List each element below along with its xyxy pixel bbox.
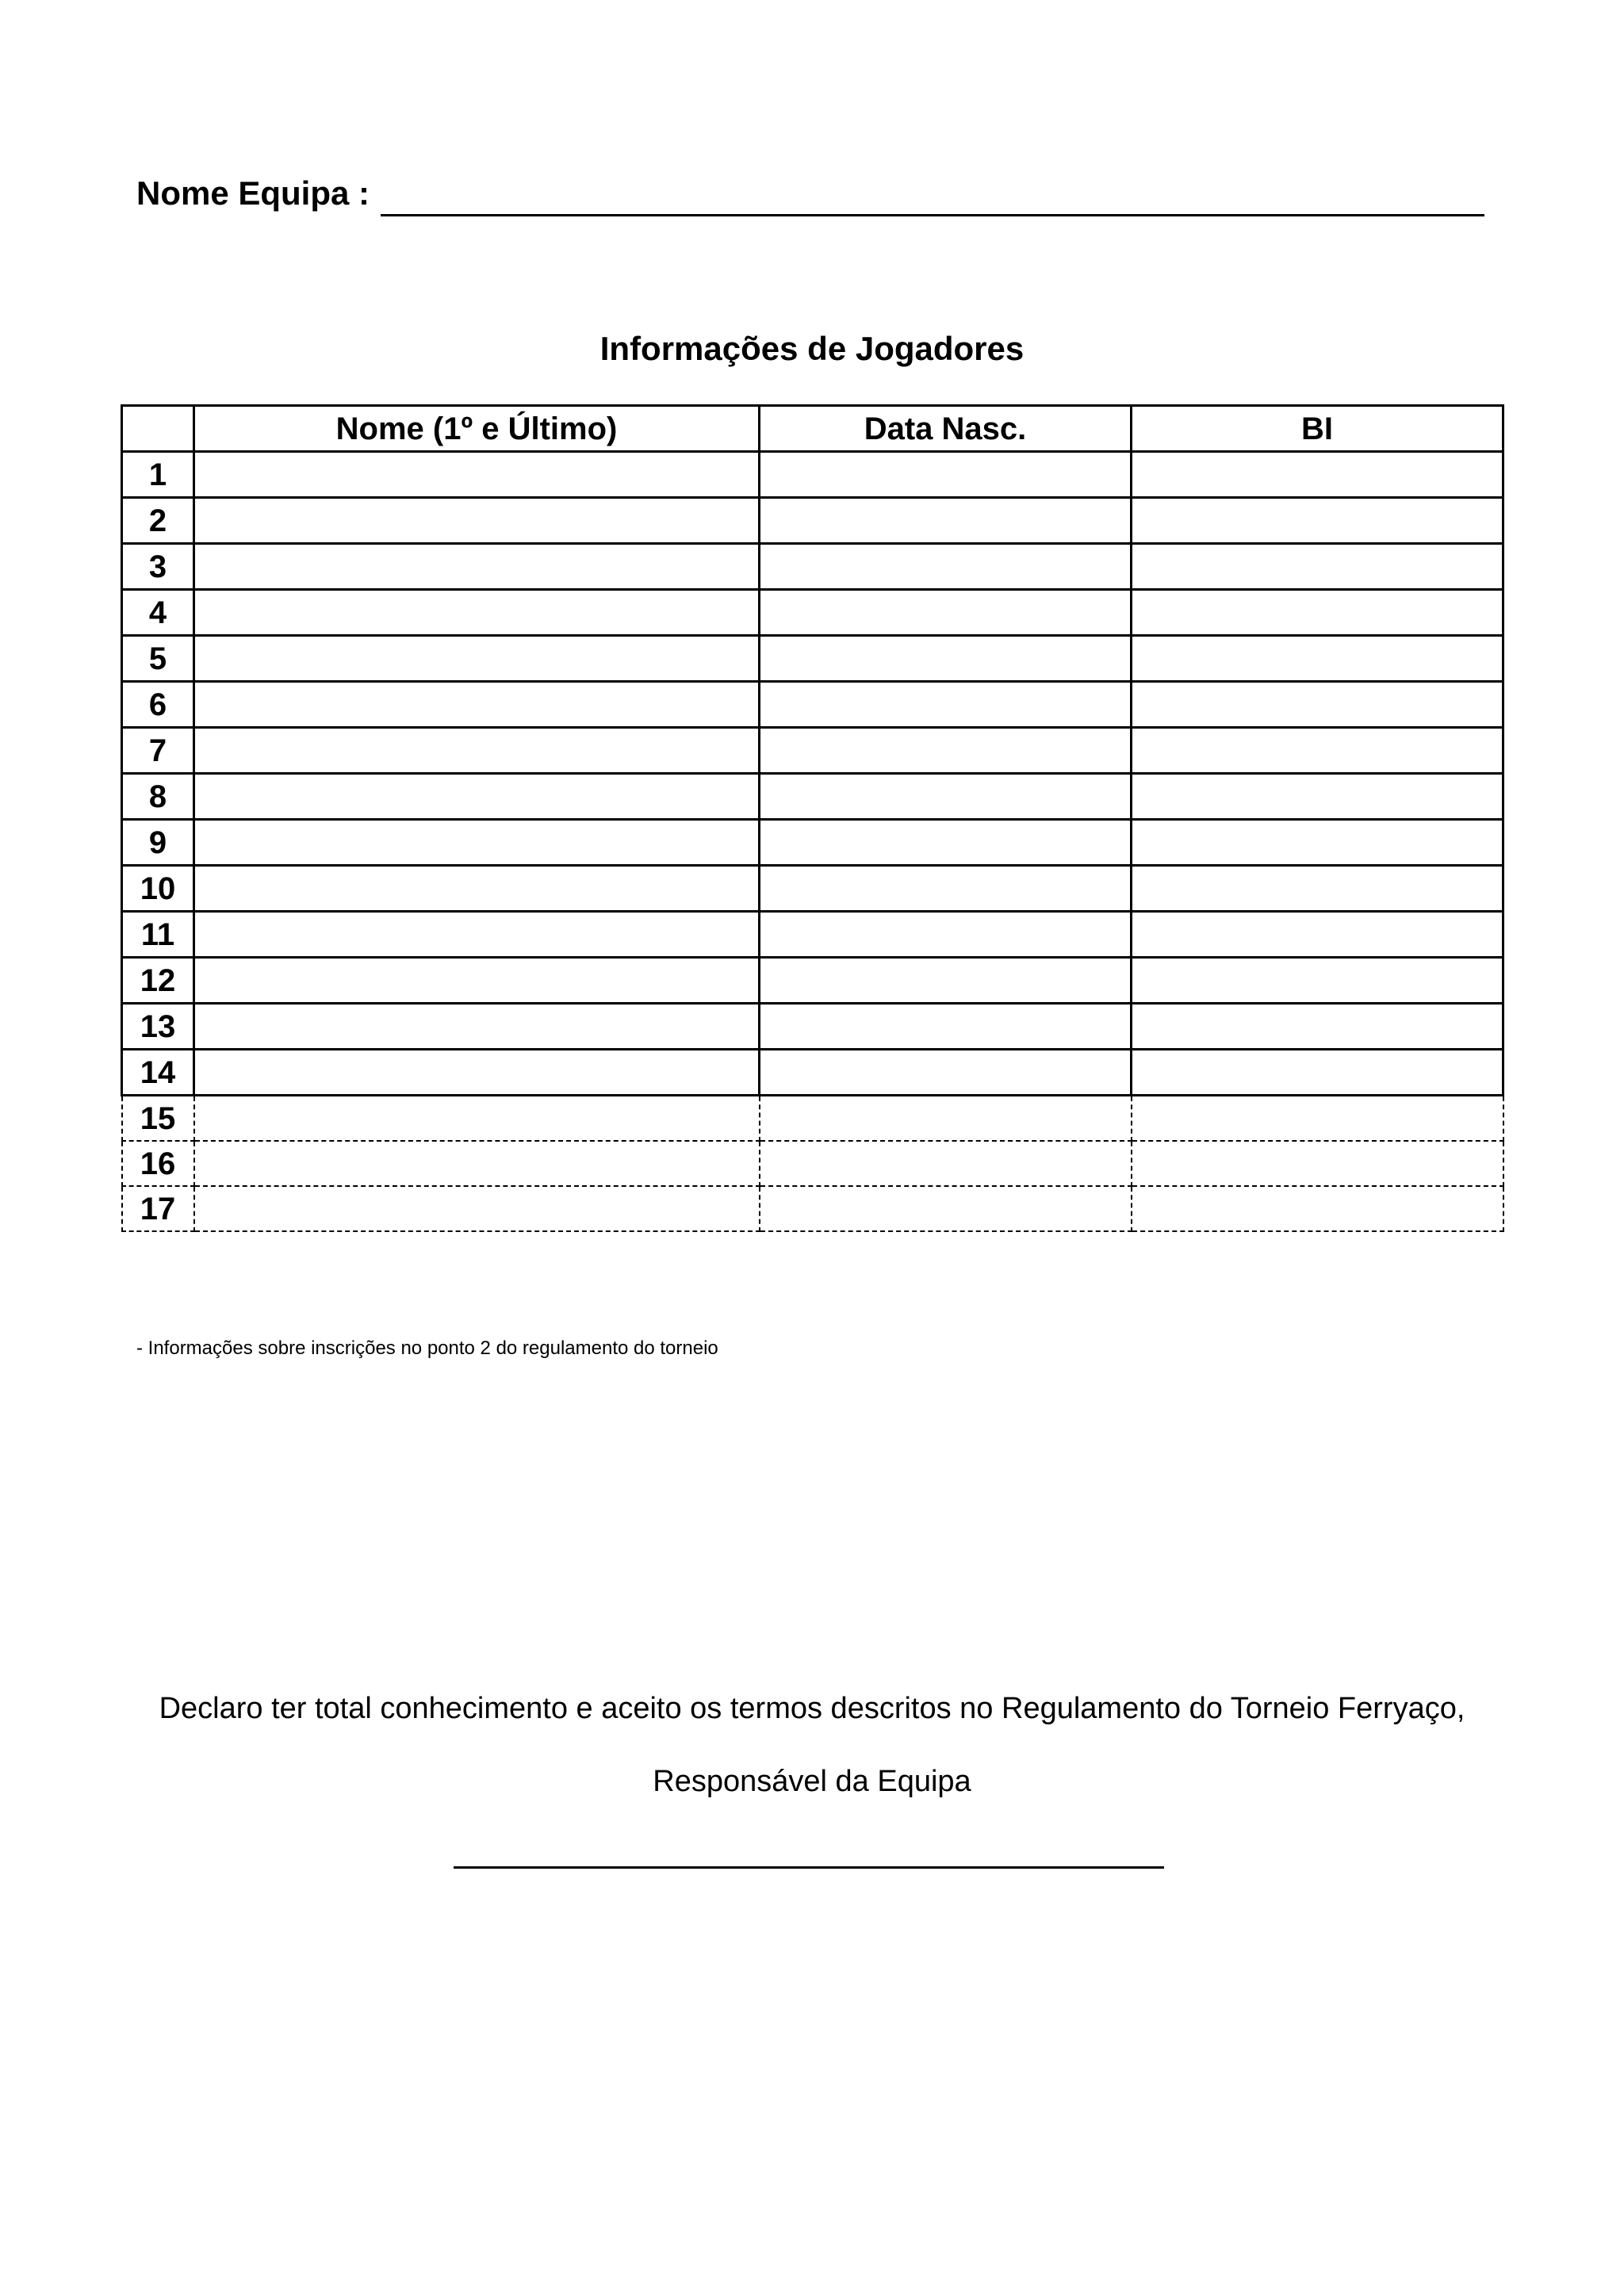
table-row: [122, 1141, 1503, 1186]
birth-date-cell[interactable]: [760, 682, 1132, 728]
table-header-row: [122, 406, 1503, 452]
name-cell[interactable]: [194, 498, 760, 544]
table-row: [122, 820, 1503, 866]
table-row: [122, 1050, 1503, 1096]
name-cell[interactable]: [194, 728, 760, 774]
row-number: 4: [122, 590, 194, 636]
players-table-body: [122, 452, 1503, 1232]
birth-date-cell[interactable]: [760, 636, 1132, 682]
table-row: [122, 498, 1503, 544]
row-number: 15: [122, 1096, 194, 1142]
name-cell[interactable]: [194, 452, 760, 498]
table-row: [122, 1096, 1503, 1142]
row-number: 11: [122, 912, 194, 958]
name-cell[interactable]: [194, 774, 760, 820]
table-row: [122, 636, 1503, 682]
id-cell[interactable]: [1132, 498, 1503, 544]
name-cell[interactable]: [194, 912, 760, 958]
birth-date-cell[interactable]: [760, 728, 1132, 774]
table-row: [122, 590, 1503, 636]
id-cell[interactable]: [1132, 866, 1503, 912]
row-number: 7: [122, 728, 194, 774]
birth-date-cell[interactable]: [760, 1096, 1132, 1142]
row-number: 10: [122, 866, 194, 912]
name-cell[interactable]: [194, 958, 760, 1004]
id-cell[interactable]: [1132, 1096, 1503, 1142]
id-cell[interactable]: [1132, 1186, 1503, 1231]
signature-line[interactable]: [454, 1866, 1164, 1869]
name-cell[interactable]: [194, 820, 760, 866]
team-name-line: [136, 169, 1484, 216]
id-cell[interactable]: [1132, 728, 1503, 774]
birth-date-cell[interactable]: [760, 958, 1132, 1004]
id-cell[interactable]: [1132, 590, 1503, 636]
id-cell[interactable]: [1132, 452, 1503, 498]
name-cell[interactable]: [194, 1004, 760, 1050]
row-number: 14: [122, 1050, 194, 1096]
birth-date-cell[interactable]: [760, 1141, 1132, 1186]
players-section-title: Informações de Jogadores: [599, 330, 1025, 367]
id-cell[interactable]: [1132, 682, 1503, 728]
registration-note: - Informações sobre inscrições no ponto 2 do regulamento do torneio: [136, 1337, 718, 1359]
id-cell[interactable]: [1132, 958, 1503, 1004]
row-number: 5: [122, 636, 194, 682]
table-row: [122, 1004, 1503, 1050]
row-number: 1: [122, 452, 194, 498]
team-name-label: Nome Equipa :: [136, 174, 370, 212]
players-table: [121, 404, 1504, 1232]
row-number: 3: [122, 544, 194, 590]
id-cell[interactable]: [1132, 544, 1503, 590]
birth-date-cell[interactable]: [760, 820, 1132, 866]
table-row: [122, 544, 1503, 590]
row-number: 12: [122, 958, 194, 1004]
birth-date-cell[interactable]: [760, 1004, 1132, 1050]
birth-date-cell[interactable]: [760, 774, 1132, 820]
row-number: 6: [122, 682, 194, 728]
row-number: 8: [122, 774, 194, 820]
table-row: [122, 958, 1503, 1004]
responsible-label: Responsável da Equipa: [653, 1765, 971, 1798]
team-name-blank-field[interactable]: [381, 174, 1484, 216]
row-number: 16: [122, 1141, 194, 1186]
birth-date-cell[interactable]: [760, 866, 1132, 912]
column-header-id: BI: [1132, 406, 1503, 452]
id-cell[interactable]: [1132, 912, 1503, 958]
table-row: [122, 866, 1503, 912]
birth-date-cell[interactable]: [760, 544, 1132, 590]
id-cell[interactable]: [1132, 1004, 1503, 1050]
name-cell[interactable]: [194, 682, 760, 728]
table-row: [122, 774, 1503, 820]
column-header-number: [122, 406, 194, 452]
birth-date-cell[interactable]: [760, 590, 1132, 636]
name-cell[interactable]: [194, 1050, 760, 1096]
declaration-text: Declaro ter total conhecimento e aceito os termos descritos no Regulamento do Torneio Ferryaço,: [159, 1692, 1465, 1725]
name-cell[interactable]: [194, 866, 760, 912]
name-cell[interactable]: [194, 1141, 760, 1186]
name-cell[interactable]: [194, 636, 760, 682]
name-cell[interactable]: [194, 544, 760, 590]
birth-date-cell[interactable]: [760, 912, 1132, 958]
name-cell[interactable]: [194, 590, 760, 636]
row-number: 2: [122, 498, 194, 544]
birth-date-cell[interactable]: [760, 1050, 1132, 1096]
column-header-birth-date: Data Nasc.: [760, 406, 1132, 452]
id-cell[interactable]: [1132, 636, 1503, 682]
table-row: [122, 728, 1503, 774]
birth-date-cell[interactable]: [760, 452, 1132, 498]
column-header-name: Nome (1º e Último): [194, 406, 760, 452]
id-cell[interactable]: [1132, 820, 1503, 866]
row-number: 9: [122, 820, 194, 866]
table-row: [122, 912, 1503, 958]
name-cell[interactable]: [194, 1096, 760, 1142]
name-cell[interactable]: [194, 1186, 760, 1231]
id-cell[interactable]: [1132, 1050, 1503, 1096]
birth-date-cell[interactable]: [760, 498, 1132, 544]
table-row: [122, 682, 1503, 728]
table-row: [122, 452, 1503, 498]
id-cell[interactable]: [1132, 774, 1503, 820]
table-row: [122, 1186, 1503, 1231]
birth-date-cell[interactable]: [760, 1186, 1132, 1231]
row-number: 13: [122, 1004, 194, 1050]
row-number: 17: [122, 1186, 194, 1231]
id-cell[interactable]: [1132, 1141, 1503, 1186]
